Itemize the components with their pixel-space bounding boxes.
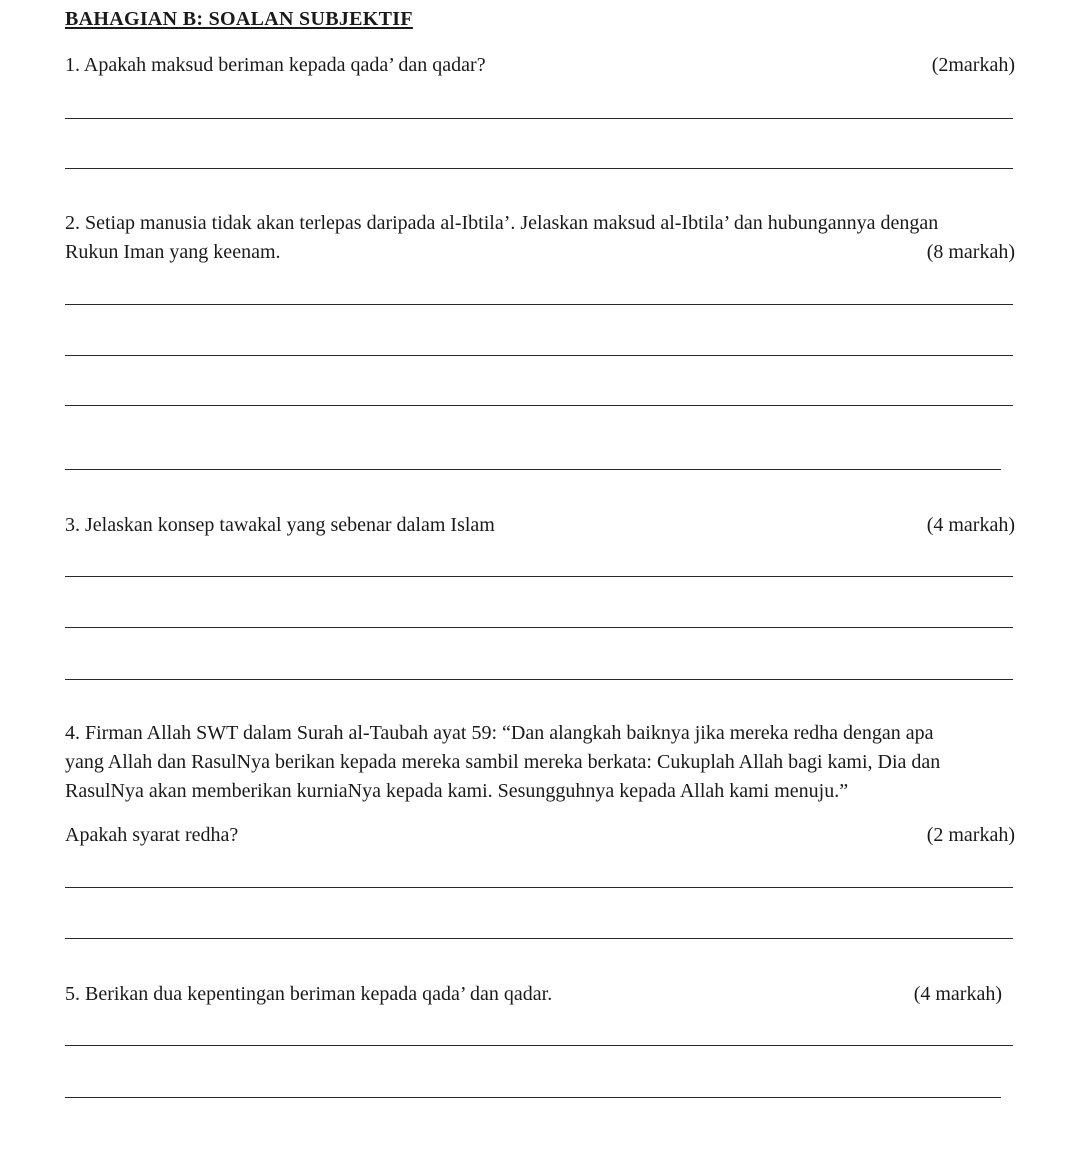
- answer-line[interactable]: [65, 118, 1013, 119]
- answer-line[interactable]: [65, 938, 1013, 939]
- question-3-text: 3. Jelaskan konsep tawakal yang sebenar dalam Islam: [65, 514, 495, 536]
- answer-line[interactable]: [65, 887, 1013, 888]
- question-1-text: 1. Apakah maksud beriman kepada qada’ dan qadar?: [65, 54, 486, 76]
- answer-line[interactable]: [65, 1097, 1001, 1098]
- question-4-marks: (2 markah): [926, 824, 1015, 846]
- question-4-text-line-1: 4. Firman Allah SWT dalam Surah al-Taubah ayat 59: “Dan alangkah baiknya jika mereka redha dengan apa: [65, 722, 934, 744]
- question-2-marks: (8 markah): [926, 241, 1015, 263]
- section-title: BAHAGIAN B: SOALAN SUBJEKTIF: [65, 8, 413, 30]
- answer-line[interactable]: [65, 1045, 1013, 1046]
- answer-line[interactable]: [65, 355, 1013, 356]
- question-5-marks: (4 markah): [913, 983, 1002, 1005]
- answer-line[interactable]: [65, 469, 1001, 470]
- question-1-marks: (2markah): [931, 54, 1015, 76]
- answer-line[interactable]: [65, 168, 1013, 169]
- answer-line[interactable]: [65, 627, 1013, 628]
- question-4-sub-question: Apakah syarat redha?: [65, 824, 239, 846]
- question-2-text-line-1: 2. Setiap manusia tidak akan terlepas daripada al-Ibtila’. Jelaskan maksud al-Ibtila’ dan hubungannya dengan: [65, 212, 939, 234]
- answer-line[interactable]: [65, 576, 1013, 577]
- question-4-text-line-3: RasulNya akan memberikan kurniaNya kepada kami. Sesungguhnya kepada Allah kami menuju.”: [65, 780, 849, 802]
- answer-line[interactable]: [65, 679, 1013, 680]
- answer-line[interactable]: [65, 304, 1013, 305]
- question-5-text: 5. Berikan dua kepentingan beriman kepada qada’ dan qadar.: [65, 983, 553, 1005]
- question-2-text-line-2: Rukun Iman yang keenam.: [65, 241, 281, 263]
- question-4-text-line-2: yang Allah dan RasulNya berikan kepada mereka sambil mereka berkata: Cukuplah Allah bagi kami, Dia dan: [65, 751, 941, 773]
- answer-line[interactable]: [65, 405, 1013, 406]
- question-3-marks: (4 markah): [926, 514, 1015, 536]
